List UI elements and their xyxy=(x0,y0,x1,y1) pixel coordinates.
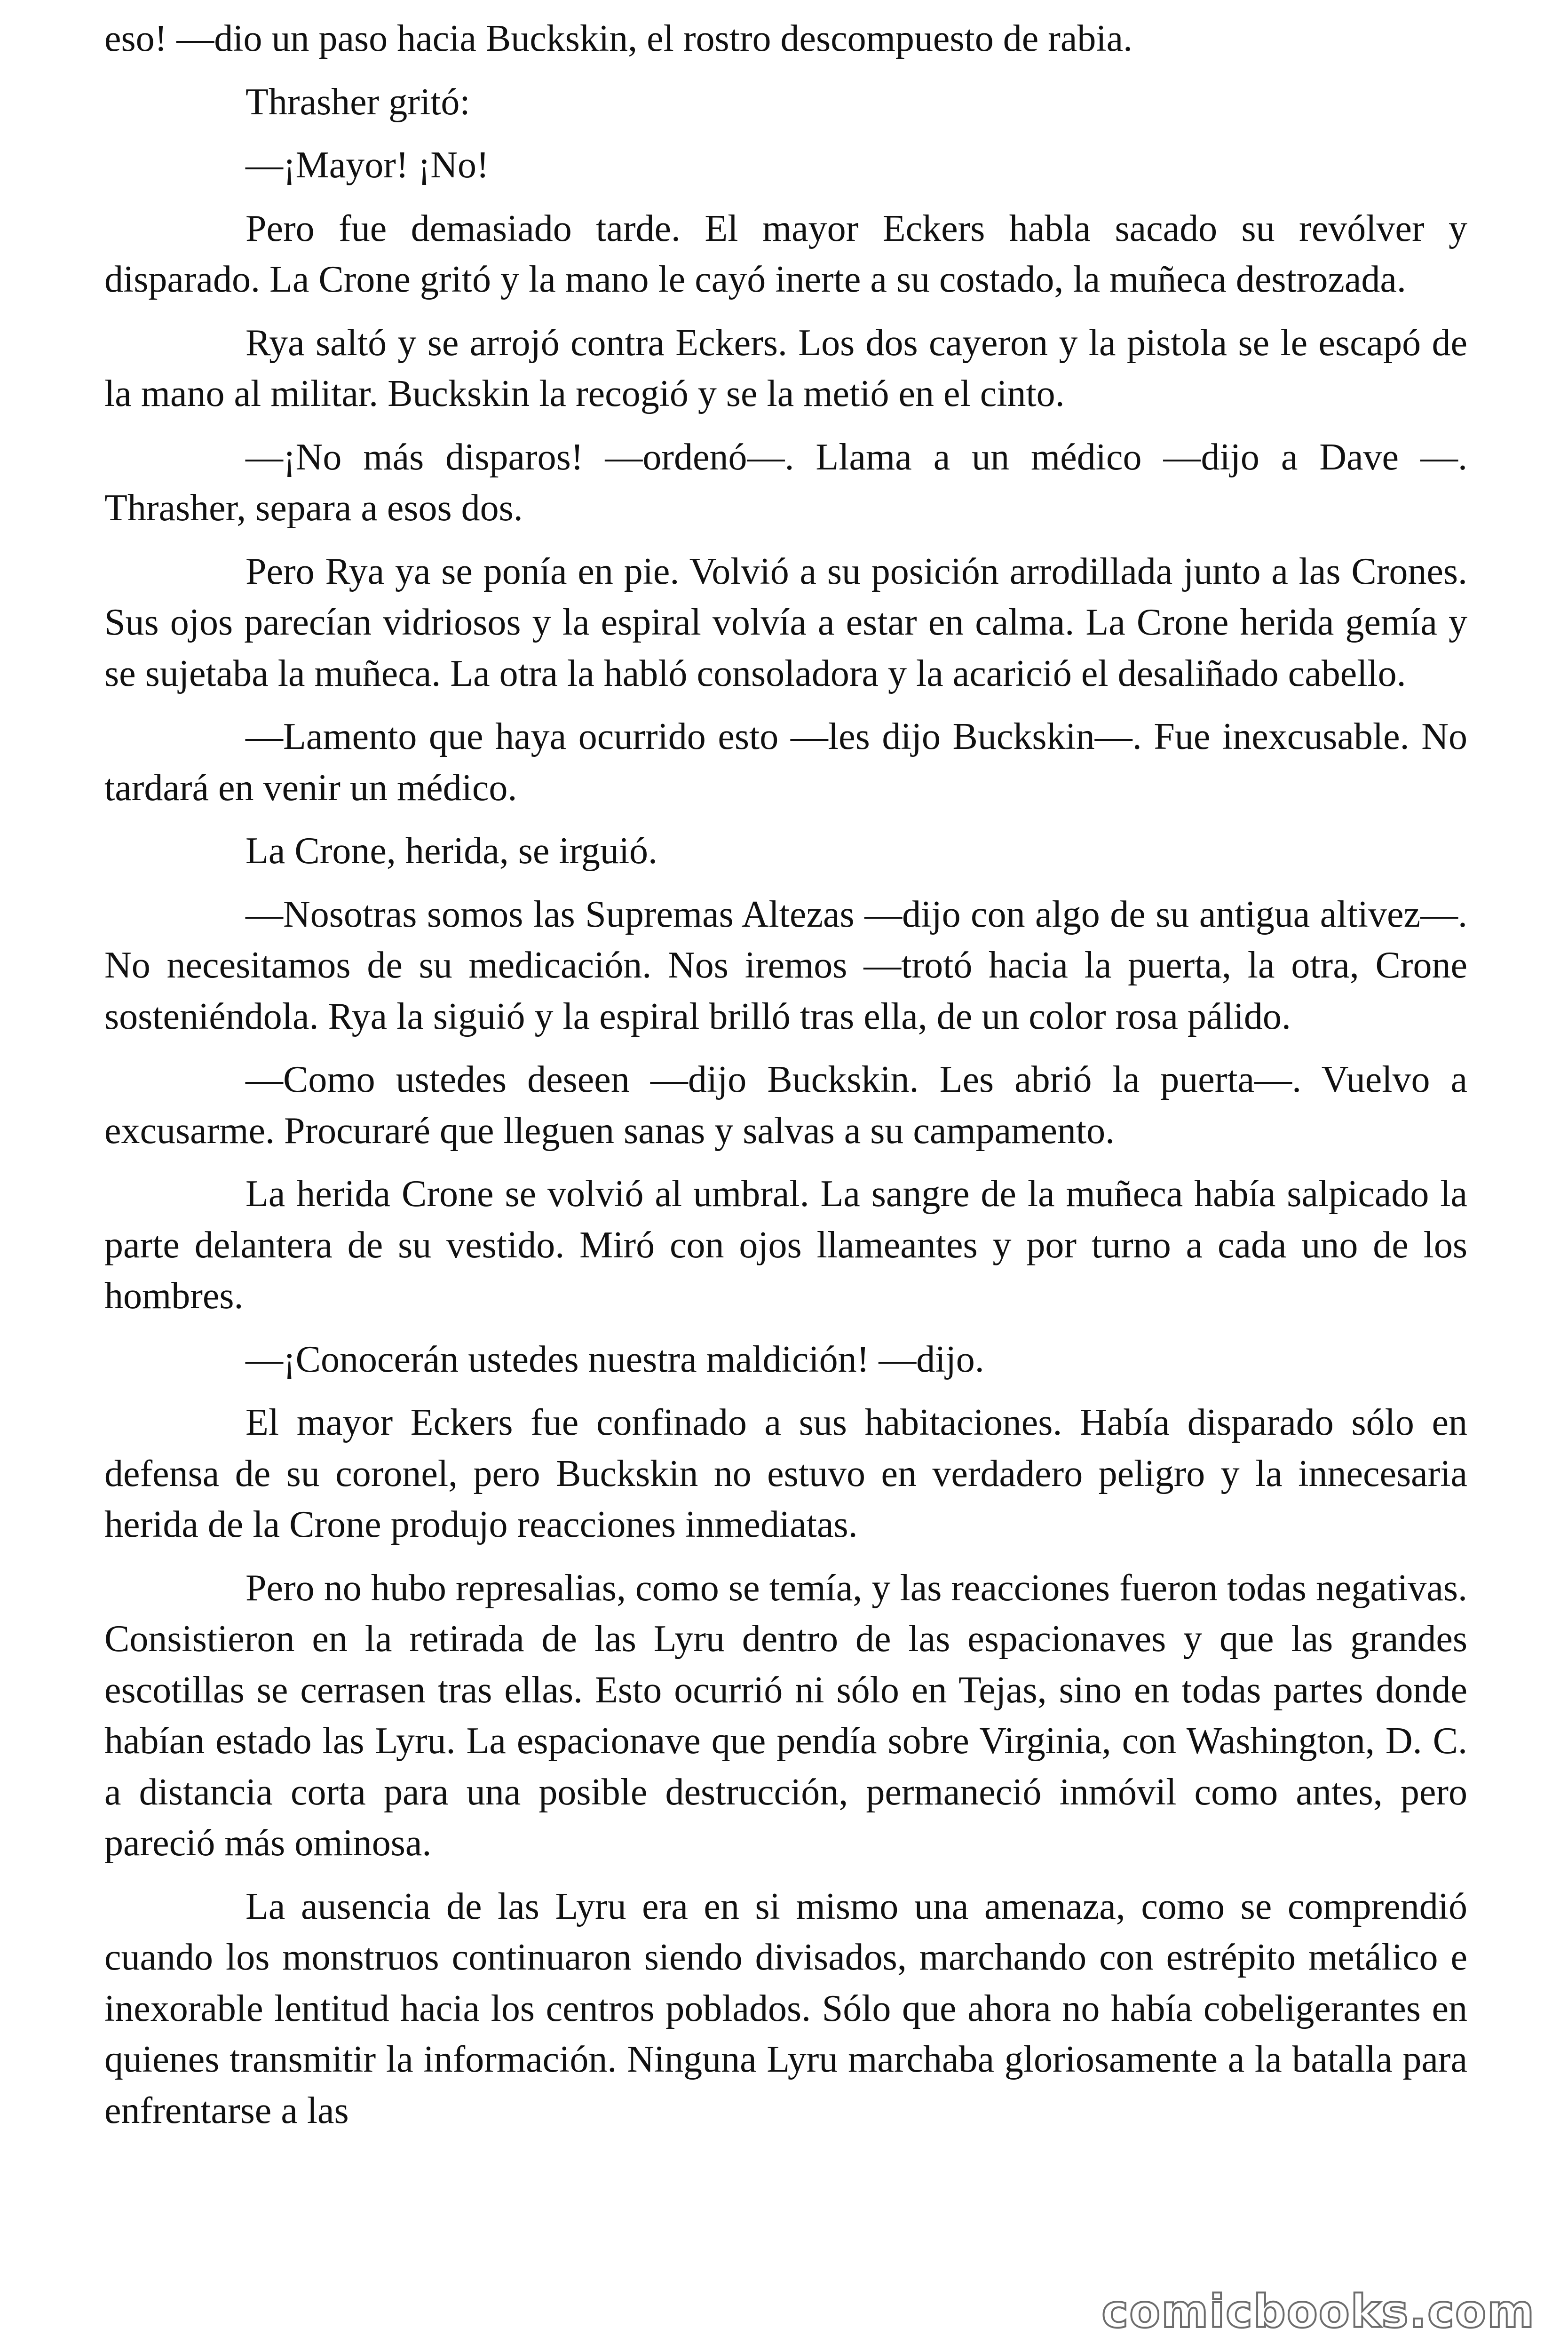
paragraph: Pero Rya ya se ponía en pie. Volvió a su posición arrodillada junto a las Crones. Sus ojos parecían vidriosos y la espiral volvía a estar en calma. La Crone herida gemía y se sujetaba la muñeca. La otra la habló consoladora y la acarició el desaliñado cabello. xyxy=(104,550,1467,694)
paragraph: —¡Conocerán ustedes nuestra maldición! —dijo. xyxy=(245,1338,984,1380)
paragraph: La ausencia de las Lyru era en si mismo una amenaza, como se comprendió cuando los monstruos continuaron siendo divisados, marchando con estrépito metálico e inexorable lentitud hacia los centros poblados. Sólo que ahora no había cobeligerantes en quienes transmitir la información. Ninguna Lyru marchaba gloriosamente a la batalla para enfrentarse a las xyxy=(104,1885,1467,2131)
paragraph: —Como ustedes deseen —dijo Buckskin. Les abrió la puerta—. Vuelvo a excusarme. Procuraré que lleguen sanas y salvas a su campamento. xyxy=(104,1059,1467,1152)
paragraph: —Lamento que haya ocurrido esto —les dijo Buckskin—. Fue inexcusable. No tardará en venir un médico. xyxy=(104,716,1467,809)
paragraph: La herida Crone se volvió al umbral. La sangre de la muñeca había salpicado la parte delantera de su vestido. Miró con ojos llameantes y por turno a cada uno de los hombres. xyxy=(104,1173,1467,1317)
paragraph: Pero no hubo represalias, como se temía, y las reacciones fueron todas negativas. Consistieron en la retirada de las Lyru dentro de las espacionaves y que las grandes escotillas se cerrasen tras ellas. Esto ocurrió ni sólo en Tejas, sino en todas partes donde habían estado las Lyru. La espacionave que pendía sobre Virginia, con Washington, D. C. a distancia corta para una posible destrucción, permaneció inmóvil como antes, pero pareció más ominosa. xyxy=(104,1567,1467,1864)
paragraph: El mayor Eckers fue confinado a sus habitaciones. Había disparado sólo en defensa de su coronel, pero Buckskin no estuvo en verdadero peligro y la innecesaria herida de la Crone produjo reacciones inmediatas. xyxy=(104,1402,1467,1545)
paragraph: La Crone, herida, se irguió. xyxy=(245,830,658,872)
site-watermark: comicbooks.com xyxy=(1101,2285,1535,2338)
paragraph: Thrasher gritó: xyxy=(245,81,470,123)
paragraph: eso! —dio un paso hacia Buckskin, el rostro descompuesto de rabia. xyxy=(104,18,1133,59)
paragraph: —¡Mayor! ¡No! xyxy=(245,144,489,186)
body-text xyxy=(104,13,1467,2148)
paragraph: —¡No más disparos! —ordenó—. Llama a un médico —dijo a Dave —. Thrasher, separa a esos dos. xyxy=(104,436,1467,529)
paragraph: Rya saltó y se arrojó contra Eckers. Los dos cayeron y la pistola se le escapó de la mano al militar. Buckskin la recogió y se la metió en el cinto. xyxy=(104,322,1467,414)
paragraph: —Nosotras somos las Supremas Altezas —dijo con algo de su antigua altivez—. No necesitamos de su medicación. Nos iremos —trotó hacia la puerta, la otra, Crone sosteniéndola. Rya la siguió y la espiral brilló tras ella, de un color rosa pálido. xyxy=(104,893,1467,1037)
paragraph: Pero fue demasiado tarde. El mayor Eckers habla sacado su revólver y disparado. La Crone gritó y la mano le cayó inerte a su costado, la muñeca destrozada. xyxy=(104,207,1467,300)
